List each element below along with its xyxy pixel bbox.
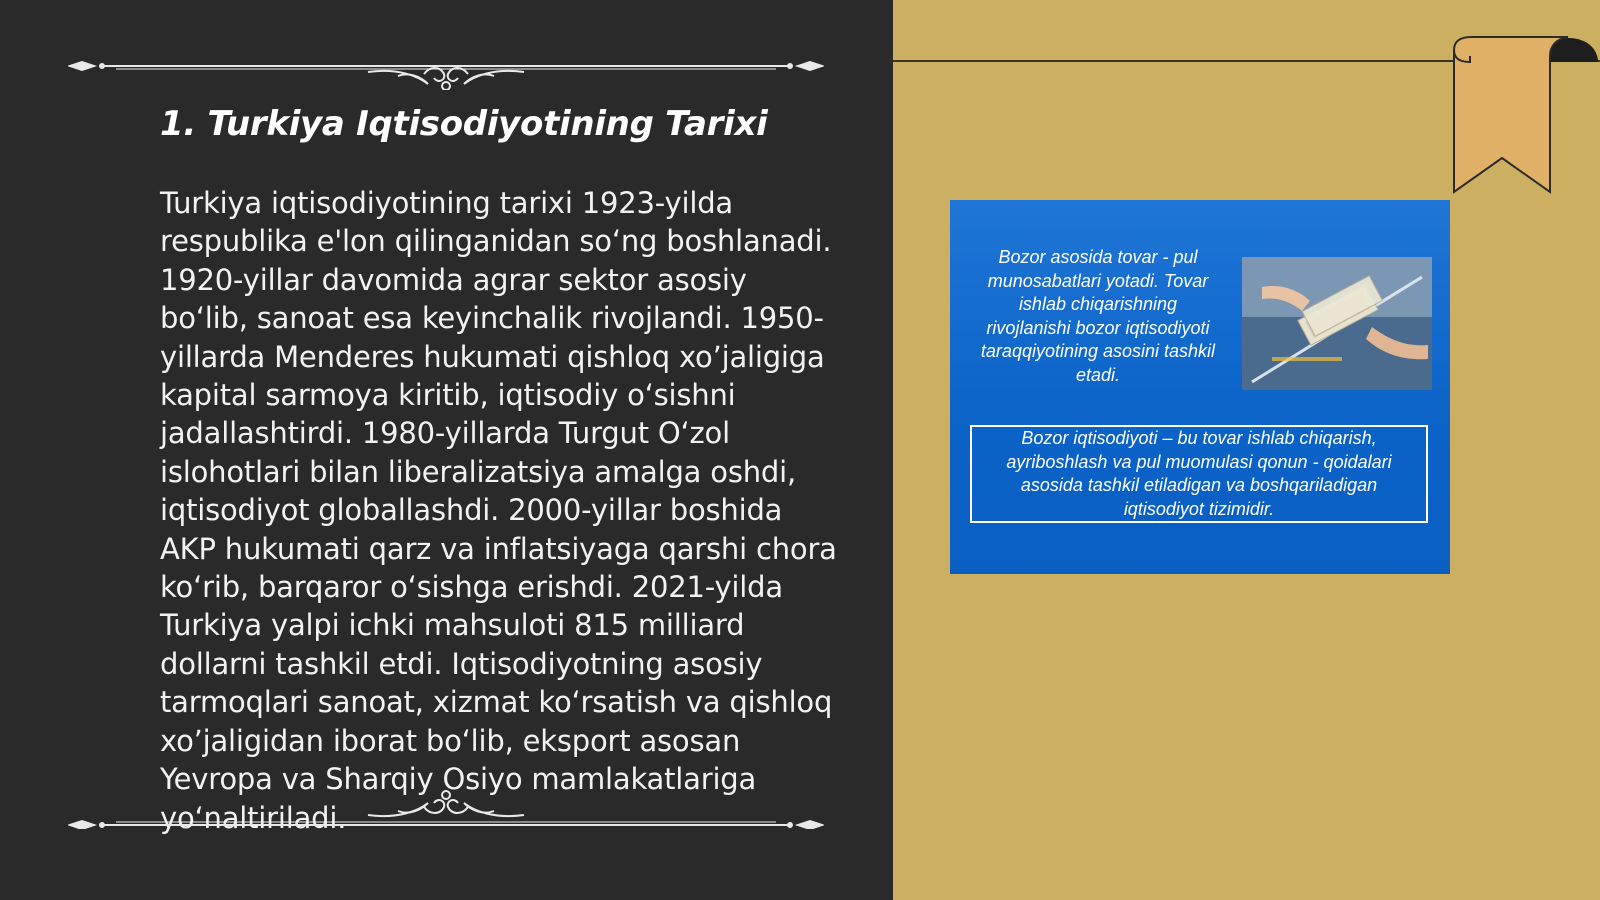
definition-box — [970, 425, 1428, 523]
flourish-divider-icon — [68, 785, 824, 829]
flourish-divider-icon — [68, 46, 824, 90]
definition-text: Bozor iqtisodiyoti – bu tovar ishlab chiqarish, ayriboshlash va pul muomulasi qonun - qoidalari asosida tashkil etiladigan va boshqariladigan iqtisodiyot tizimidir. — [1006, 428, 1392, 519]
slide-title: 1. Turkiya Iqtisodiyotining Tarixi — [160, 104, 768, 144]
slide-body-text: Turkiya iqtisodiyotining tarixi 1923-yilda respublika e'lon qilinganidan so‘ng boshlanadi. 1920-yillar davomida agrar sektor asosiy bo‘lib, sanoat esa keyinchalik rivojlandi. 1950-yillarda Menderes hukumati qishloq xo’jaligiga kapital sarmoya kiritib, iqtisodiy o‘sishni jadallashtirdi. 1980-yillarda Turgut O‘zol islohotlari bilan liberalizatsiya amalga oshdi, iqtisodiyot globallashdi. 2000-yillar boshida AKP hukumati qarz va inflatsiyaga qarshi chora ko‘rib, barqaror o‘sishga erishdi. 2021-yilda Turkiya yalpi ichki mahsuloti 815 milliard dollarni tashkil etdi. Iqtisodiyotning asosiy tarmoqlari sanoat, xizmat ko‘rsatish va qishloq xo’jaligidan iborat bo‘lib, eksport asosan Yevropa va Sharqiy Osiyo mamlakatlariga yo‘naltiriladi. — [160, 186, 837, 835]
card-description: Bozor asosida tovar - pul munosabatlari yotadi. Tovar ishlab chiqarishning rivojlanishi bozor iqtisodiyoti taraqqiyotining asosini tashkil etadi. — [980, 247, 1216, 385]
bookmark-ribbon-icon — [1438, 36, 1600, 196]
money-exchange-photo — [1242, 257, 1432, 390]
info-card — [950, 200, 1450, 574]
